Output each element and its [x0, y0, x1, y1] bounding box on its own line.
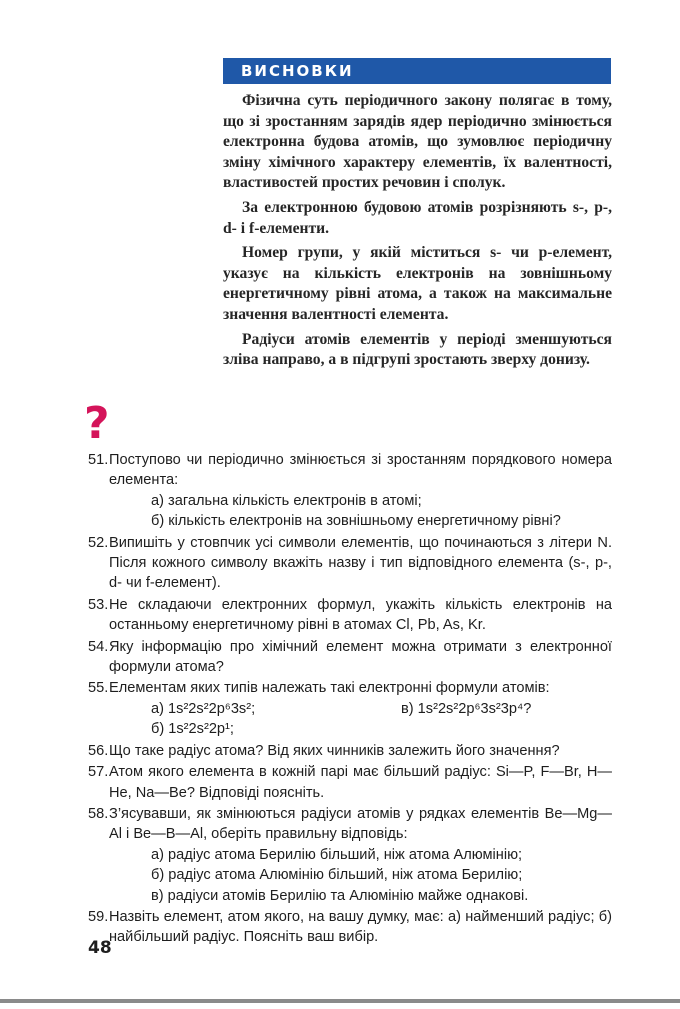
question-number: 55. [88, 680, 109, 697]
question-52 [88, 533, 612, 594]
question-mark-icon: ? [84, 398, 110, 449]
question-51 [88, 450, 612, 532]
question-59 [88, 907, 612, 948]
option-c: в) радіуси атомів Берилію та Алюмінію майже однакові. [151, 887, 529, 904]
conclusion-paragraph: Радіуси атомів елементів у періоді зменшуються зліва направо, а в підгрупі зростають зверху донизу. [223, 330, 612, 369]
question-text: Атом якого елемента в кожній парі має більший радіус: Si—P, F—Br, H—He, Na—Be? Відповіді поясніть. [109, 764, 612, 801]
conclusions-banner [223, 58, 611, 84]
bottom-divider [0, 999, 680, 1003]
question-55 [88, 678, 612, 739]
question-56 [88, 741, 612, 761]
option-b: б) 1s²2s²2p¹; [151, 721, 234, 738]
question-number: 54. [88, 638, 109, 655]
question-text: Яку інформацію про хімічний елемент можна отримати з електронної формули атома? [109, 638, 612, 676]
question-text: Випишіть у стовпчик усі символи елементів, що починаються з літери N. Після кожного символу вкажіть назву і тип відповідного елемента (s-, p-, d- чи f-елемент). [109, 534, 612, 592]
question-number: 52. [88, 534, 109, 551]
question-54 [88, 637, 612, 678]
option-b: б) радіус атома Алюмінію більший, ніж атома Берилію; [151, 867, 523, 884]
question-number: 58. [88, 805, 109, 822]
question-number: 59. [88, 908, 109, 925]
question-text: Що таке радіус атома? Від яких чинників залежить його значення? [109, 742, 560, 759]
conclusion-paragraph: Фізична суть періодичного закону полягає в тому, що зі зростанням зарядів ядер періодично змінюється електронна будова атомів, що зумовлює періодичну зміну хімічного характеру елементів, їх валентності, властивостей простих речовин і сполук. [223, 92, 612, 192]
question-number: 56. [88, 742, 109, 759]
question-53 [88, 595, 612, 636]
question-text: Назвіть елемент, атом якого, на вашу думку, має: а) найменший радіус; б) найбільший радіус. Поясніть ваш вибір. [109, 908, 612, 946]
questions-list [88, 450, 612, 949]
option-a: а) радіус атома Берилію більший, ніж атома Алюмінію; [151, 846, 523, 863]
question-text: Поступово чи періодично змінюється зі зростанням порядкового номера елемента: [109, 452, 612, 489]
option-a: а) загальна кількість електронів в атомі; [151, 492, 422, 509]
question-number: 53. [88, 596, 109, 613]
option-b: б) кількість електронів на зовнішньому енергетичному рівні? [151, 513, 561, 530]
conclusion-paragraph: Номер групи, у якій міститься s- чи p-елемент, указує на кількість електронів на зовнішньому енергетичному рівні атома, а також на максимальне значення валентності елемента. [223, 244, 612, 323]
question-number: 51. [88, 452, 109, 468]
conclusion-paragraph: За електронною будовою атомів розрізняють s-, p-, d- і f-елементи. [223, 198, 612, 237]
question-text: Елементам яких типів належать такі електронні формули атомів: [109, 680, 550, 697]
page-number: 48 [88, 938, 112, 958]
option-c: в) 1s²2s²2p⁶3s²3p⁴? [401, 700, 532, 717]
question-57 [88, 762, 612, 803]
question-text: З’ясувавши, як змінюються радіуси атомів у рядках елементів Be—Mg—Al і Be—B—Al, оберіть правильну відповідь: [109, 805, 612, 843]
option-a: а) 1s²2s²2p⁶3s²; [151, 700, 256, 717]
banner-title: ВИСНОВКИ [241, 62, 354, 80]
conclusions-block [223, 91, 612, 375]
question-number: 57. [88, 764, 109, 781]
question-58 [88, 804, 612, 906]
question-text: Не складаючи електронних формул, укажіть кількість електронів на останньому енергетичному рівні в атомах Cl, Pb, As, Kr. [109, 596, 612, 634]
